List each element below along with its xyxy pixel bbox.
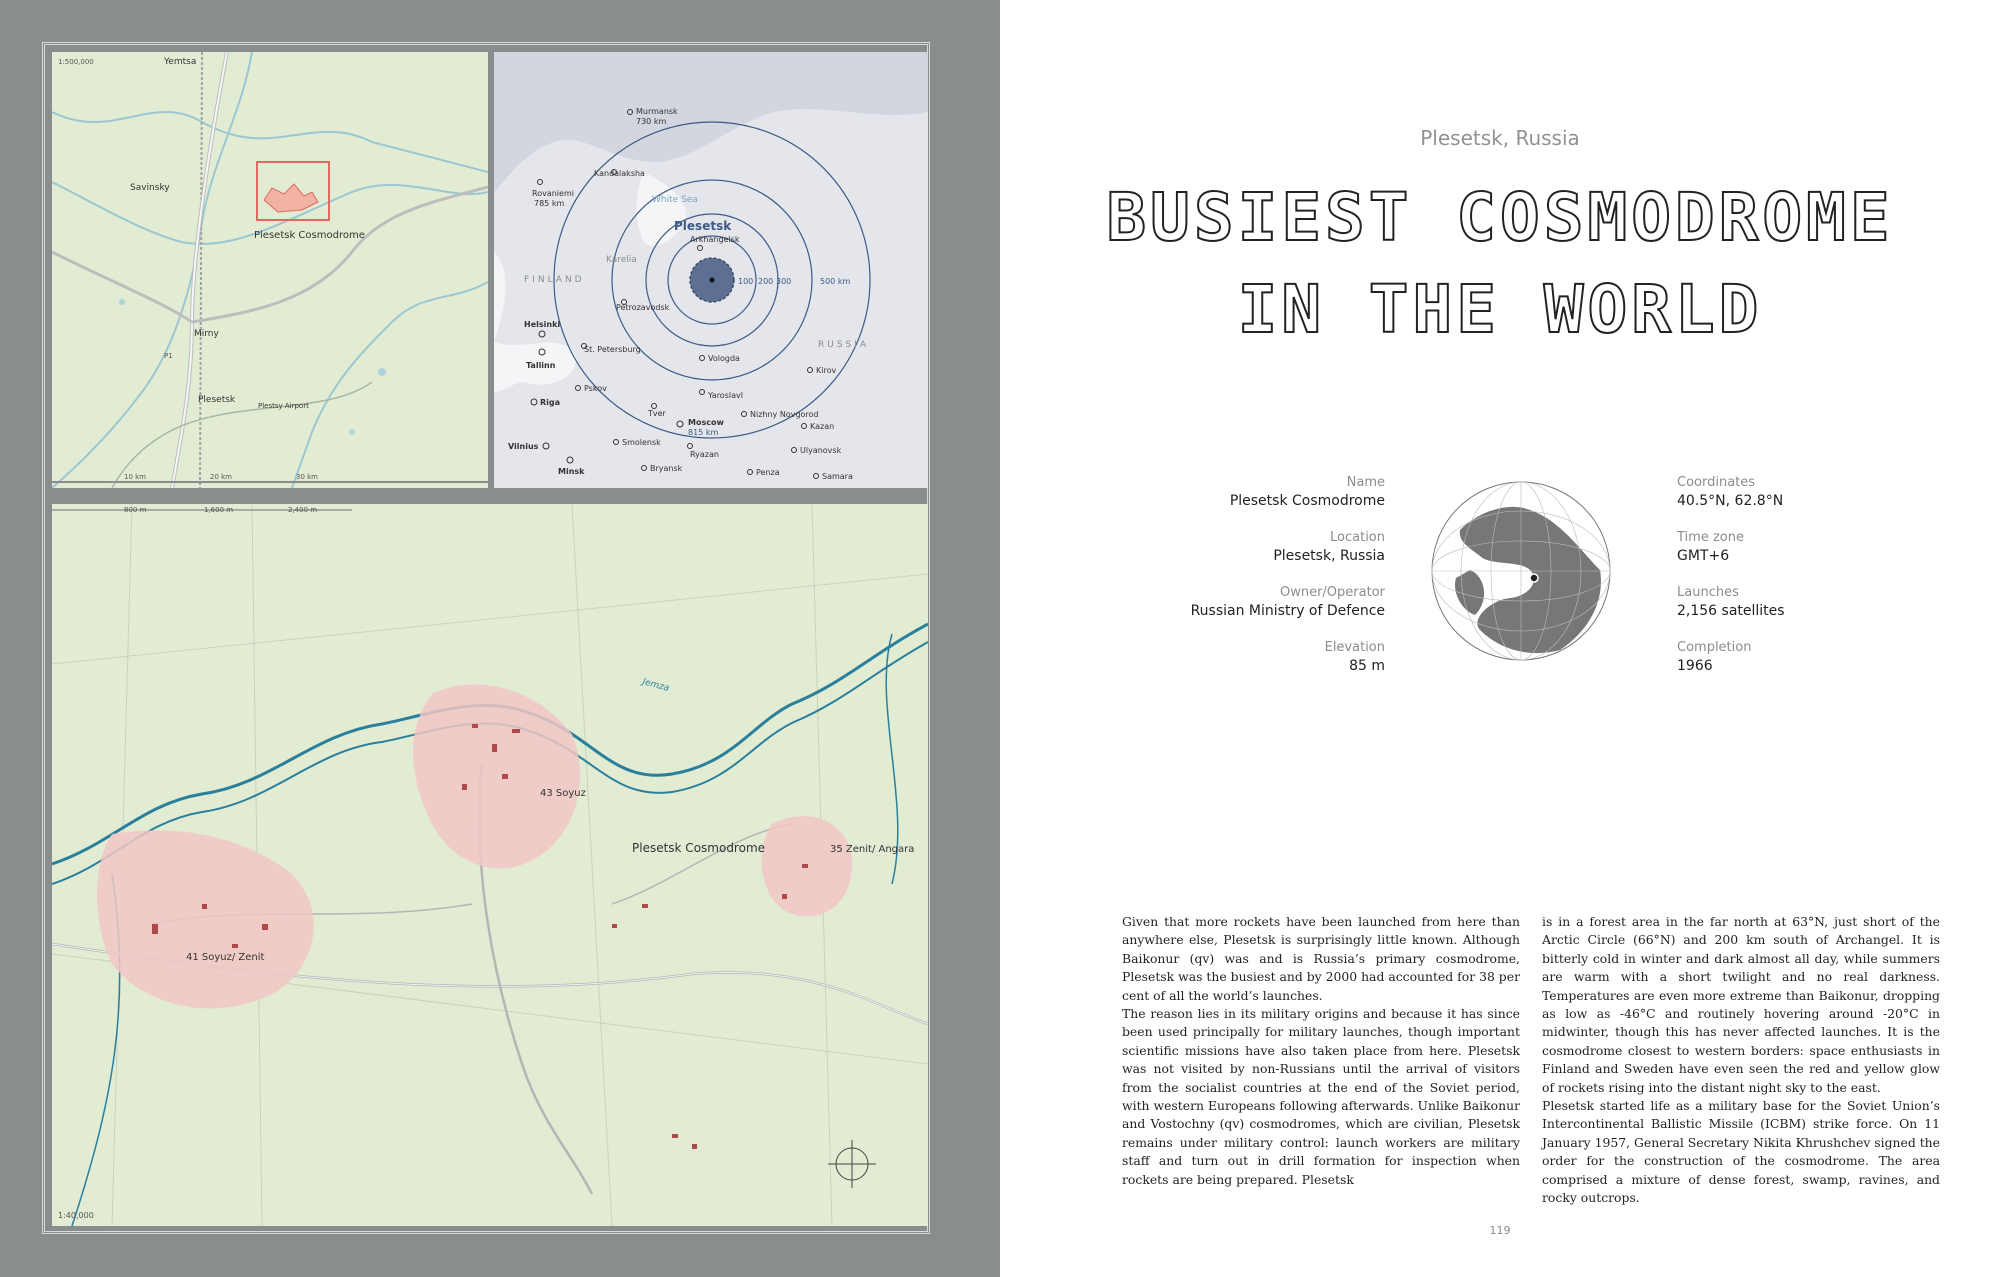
body-paragraph: Plesetsk started life as a military base for the Soviet Union’s Intercontinental Ballistic Missile (ICBM) strike force. On 11 January 1957, General Secretary Nikita Khrushchev signed the order for the construction of the cosmodrome. The area comprised a mixture of dense forest, swamp, ravines, and rocky outcrops. <box>1542 1098 1940 1206</box>
body-paragraph: Given that more rockets have been launched from here than anywhere else, Plesetsk is surprisingly little known. Although Baikonur (qv) was and is Russia’s primary cosmodrome, Plesetsk was the busiest and by 2000 had accounted for 38 per cent of all the world’s launches. <box>1122 914 1520 1003</box>
fact-completion: Completion 1966 <box>1677 640 1752 674</box>
city-kandalaksha: Kandalaksha <box>594 169 645 178</box>
label-plesetsk-cosmodrome: Plesetsk Cosmodrome <box>254 230 365 241</box>
city-helsinki: Helsinki <box>524 320 561 329</box>
label-43-soyuz: 43 Soyuz <box>540 788 586 799</box>
globe-icon <box>1430 480 1612 662</box>
city-pskov: Pskov <box>584 384 607 393</box>
ring-500: 500 km <box>820 277 851 286</box>
label-mirny: Mirny <box>194 329 219 339</box>
ring-300: 300 <box>776 277 792 286</box>
distance-murmansk: 730 km <box>636 117 667 126</box>
city-ryazan: Ryazan <box>690 450 719 459</box>
label-yemtsa: Yemtsa <box>164 57 197 67</box>
label-russia: RUSSIA <box>818 340 870 350</box>
city-vologda: Vologda <box>708 354 740 363</box>
scalebar-1600m: 1,600 m <box>204 506 234 514</box>
ring-100: 100 <box>738 277 754 286</box>
title-line-1: BUSIEST COSMODROME <box>1106 179 1894 256</box>
city-riga: Riga <box>540 398 561 407</box>
body-paragraph: is in a forest area in the far north at 63°N, just short of the Arctic Circle (66°N) and 200 km south of Archangel. It is bitterly cold in winter and dark almost all day, while summers are warm with a short twilight and no real darkness. Temperatures are even more extreme than Baikonur, dropping as low as -46°C and routinely hovering around -20°C in midwinter, though this has never affected launches. It is the cosmodrome closest to western borders: space enthusiasts in Finland and Sweden have even seen the red and yellow glow of rockets rising into the distant night sky to the east. <box>1542 914 1940 1095</box>
city-samara: Samara <box>822 472 853 481</box>
city-tallinn: Tallinn <box>526 361 556 370</box>
scalebar-10km: 10 km <box>124 473 147 481</box>
label-35-zenit-angara: 35 Zenit/ Angara <box>830 844 915 855</box>
scalebar-2400m: 2,400 m <box>288 506 318 514</box>
city-petrozavodsk: Petrozavodsk <box>616 303 670 312</box>
label-p1: P1 <box>164 352 173 360</box>
fact-location: Location Plesetsk, Russia <box>1273 530 1385 564</box>
title-line-2: IN THE WORLD <box>1237 271 1763 348</box>
right-page <box>1000 0 2000 1277</box>
city-rovaniemi: Rovaniemi <box>532 189 574 198</box>
city-kazan: Kazan <box>810 422 835 431</box>
city-smolensk: Smolensk <box>622 438 661 447</box>
body-column-2 <box>1542 913 1940 1208</box>
distance-rovaniemi: 785 km <box>534 199 565 208</box>
regional-map[interactable] <box>52 52 488 488</box>
city-st-petersburg: St. Petersburg <box>584 345 641 354</box>
city-yaroslavl: Yaroslavl <box>708 391 743 400</box>
city-ulyanovsk: Ulyanovsk <box>800 446 842 455</box>
body-paragraph: The reason lies in its military origins and because it has since been used principally for military launches, though important scientific missions have also taken place from here. Plesetsk was not visited by non-Russians until the arrival of visitors from the socialist countries at the end of the Soviet period, with western Europeans following afterwards. Unlike Baikonur and Vostochny (qv) cosmodromes, which are civilian, Plesetsk remains under military control: launch workers are military staff and turn out in drill formation for inspection when rockets are being prepared. Plesetsk <box>1122 1006 1520 1187</box>
city-nizhny-novgorod: Nizhny Novgorod <box>750 410 819 419</box>
location-kicker: Plesetsk, Russia <box>1420 126 1580 150</box>
page-title <box>1000 172 2000 356</box>
label-savinsky: Savinsky <box>130 183 170 193</box>
city-penza: Penza <box>756 468 780 477</box>
facts-right <box>1677 474 1785 694</box>
regional-map-scale: 1:500,000 <box>58 58 94 66</box>
label-jemza-river: Jemza <box>641 677 671 694</box>
label-plesetsk: Plesetsk <box>198 395 236 405</box>
distance-map[interactable] <box>494 52 928 488</box>
site-map-scale: 1:40,000 <box>58 1211 94 1220</box>
label-white-sea: White Sea <box>652 195 698 205</box>
page-number: 119 <box>1489 1224 1511 1237</box>
fact-owner: Owner/Operator Russian Ministry of Defence <box>1190 585 1385 619</box>
label-site-cosmodrome: Plesetsk Cosmodrome <box>632 841 766 855</box>
label-plesetsk-center: Plesetsk <box>674 219 732 233</box>
label-plestsy-airport: Plestsy Airport <box>258 402 309 410</box>
scalebar-30km: 30 km <box>296 473 319 481</box>
distance-moscow: 815 km <box>688 428 719 437</box>
city-bryansk: Bryansk <box>650 464 683 473</box>
city-moscow: Moscow <box>688 418 724 427</box>
label-41-soyuz-zenit: 41 Soyuz/ Zenit <box>186 952 265 963</box>
city-kirov: Kirov <box>816 366 837 375</box>
facts-left <box>1191 474 1385 694</box>
fact-name: Name Plesetsk Cosmodrome <box>1229 475 1385 509</box>
fact-time-zone: Time zone GMT+6 <box>1677 530 1744 564</box>
scalebar-20km: 20 km <box>210 473 233 481</box>
city-arkhangelsk: Arkhangelsk <box>690 235 740 244</box>
city-minsk: Minsk <box>558 467 585 476</box>
fact-elevation: Elevation 85 m <box>1324 640 1385 674</box>
city-murmansk: Murmansk <box>636 107 678 116</box>
site-detail-map[interactable] <box>52 504 928 1226</box>
body-column-1 <box>1122 913 1520 1189</box>
city-tver: Tver <box>648 409 666 418</box>
city-vilnius: Vilnius <box>508 442 539 451</box>
scalebar-800m: 800 m <box>124 506 147 514</box>
fact-coordinates: Coordinates 40.5°N, 62.8°N <box>1677 475 1784 509</box>
fact-launches: Launches 2,156 satellites <box>1677 585 1785 619</box>
ring-200: 200 <box>758 277 774 286</box>
label-karelia: Karelia <box>606 255 637 265</box>
label-finland: FINLAND <box>524 275 585 285</box>
